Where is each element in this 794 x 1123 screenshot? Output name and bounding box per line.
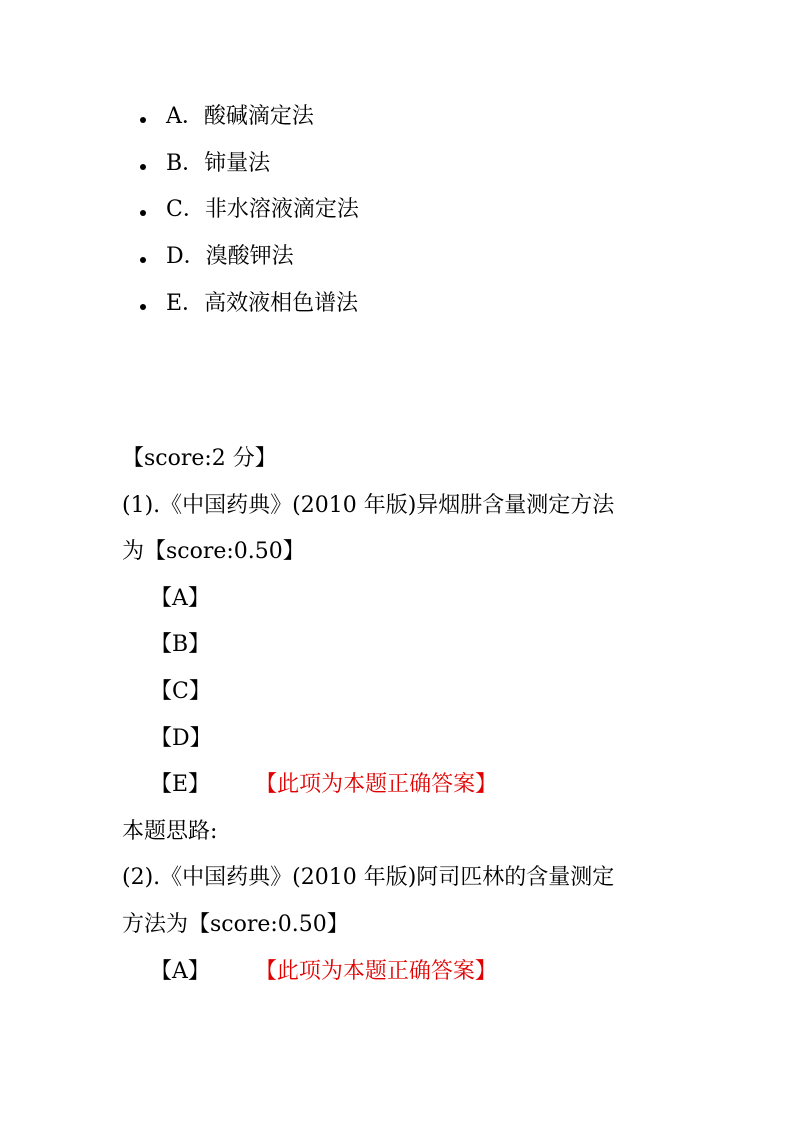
option-item-d xyxy=(140,234,359,281)
option-letter: D． xyxy=(166,244,206,270)
correct-answer-marker: 【此项为本题正确答案】 xyxy=(255,772,498,798)
option-letter: C． xyxy=(166,197,205,223)
choice-label: 【D】 xyxy=(150,725,212,751)
bullet-icon xyxy=(140,304,146,310)
option-text: 非水溶液滴定法 xyxy=(204,197,359,223)
option-text: 铈量法 xyxy=(204,150,271,176)
question-section xyxy=(122,436,682,995)
choice-label: 【B】 xyxy=(150,632,211,658)
bullet-icon xyxy=(140,257,146,263)
choice-label: 【C】 xyxy=(150,678,211,704)
question-2-text-line-1: (2).《中国药典》(2010 年版)阿司匹林的含量测定 xyxy=(122,865,615,891)
choice-label: 【A】 xyxy=(150,585,210,611)
bullet-icon xyxy=(140,164,146,170)
question-1-text-line-2: 为【score:0.50】 xyxy=(122,539,305,565)
question-1-choice-c xyxy=(122,669,682,716)
question-2-choice-a xyxy=(122,949,682,996)
question-2-text-line-2: 方法为【score:0.50】 xyxy=(122,911,349,937)
section-score: 【score:2 分】 xyxy=(122,446,277,471)
correct-answer-marker: 【此项为本题正确答案】 xyxy=(254,958,497,984)
question-1-choice-e xyxy=(122,762,682,809)
bullet-icon xyxy=(140,210,146,216)
option-text: 溴酸钾法 xyxy=(205,244,294,270)
bullet-icon xyxy=(140,117,146,123)
option-letter: B． xyxy=(166,150,205,176)
choice-label: 【E】 xyxy=(150,772,211,798)
option-text: 高效液相色谱法 xyxy=(204,290,359,316)
option-letter: E． xyxy=(166,290,205,316)
question-1-choice-b xyxy=(122,622,682,669)
option-item-e xyxy=(140,280,359,327)
question-1-choice-a xyxy=(122,576,682,623)
option-item-a xyxy=(140,94,359,141)
question-1-choice-d xyxy=(122,716,682,763)
option-text: 酸碱滴定法 xyxy=(203,104,314,130)
question-1-text-line-1: (1).《中国药典》(2010 年版)异烟肼含量测定方法 xyxy=(122,492,615,518)
choice-label: 【A】 xyxy=(150,958,210,984)
option-list xyxy=(140,94,359,327)
option-item-b xyxy=(140,141,359,188)
option-letter: A． xyxy=(166,104,204,130)
analysis-label: 本题思路: xyxy=(122,818,218,844)
option-item-c xyxy=(140,187,359,234)
